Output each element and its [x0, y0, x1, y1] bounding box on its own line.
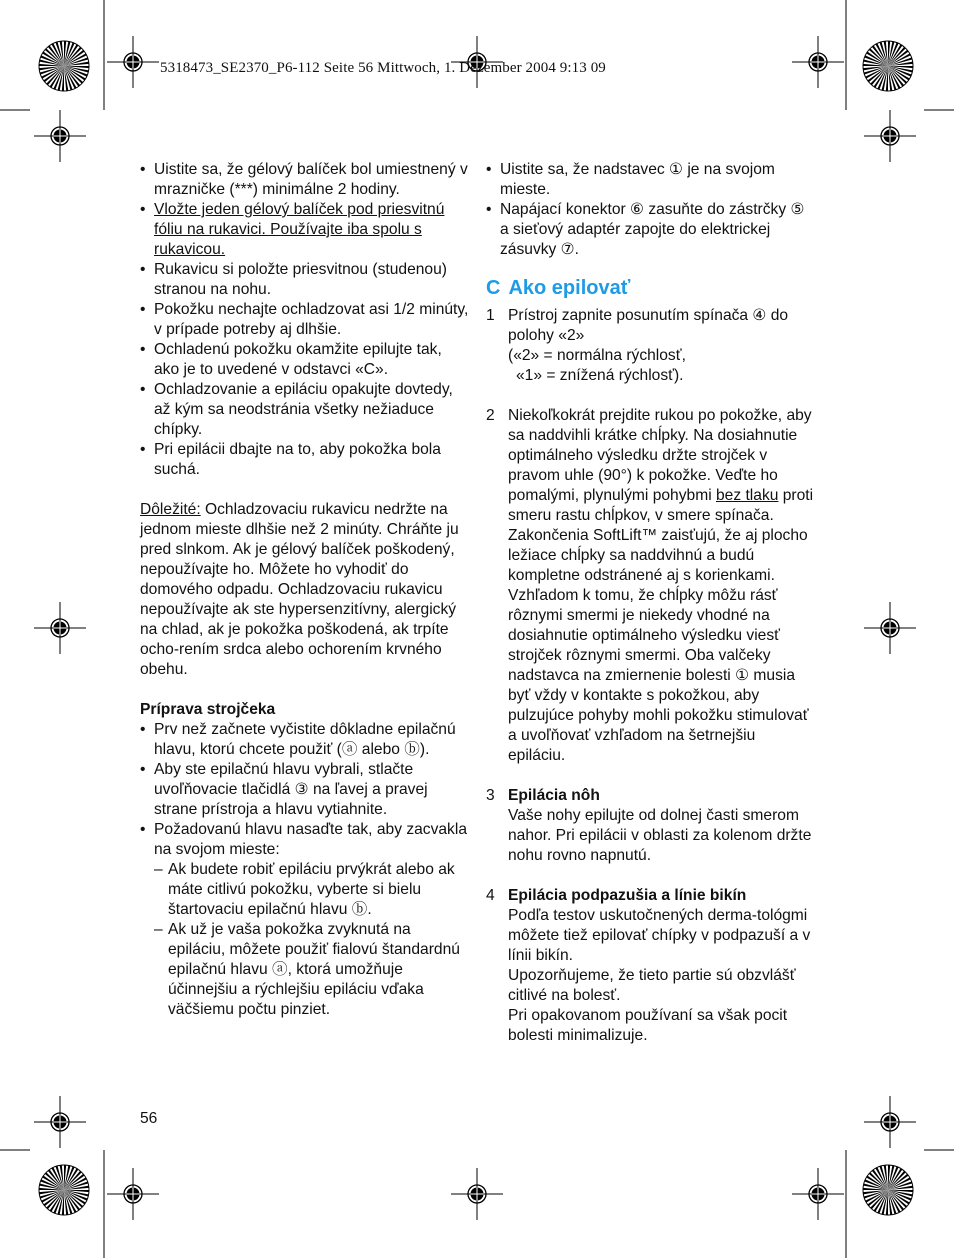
spacer	[486, 866, 816, 886]
step-text: «1» = znížená rýchlosť).	[516, 367, 684, 384]
step-text: Podľa testov uskutočnených derma-tológmi môžete tiež epilovať chípky v podpazuší a v línii bikín.	[508, 907, 811, 964]
starburst-mark	[39, 41, 89, 91]
step-3	[486, 786, 816, 866]
starburst-mark	[863, 1165, 913, 1215]
list-item: • Uistite sa, že gélový balíček bol umiestnený v mrazničke (***) minimálne 2 hodiny.	[140, 160, 470, 200]
head-choice-list	[154, 860, 470, 1020]
step-text-part: proti smeru rastu chĺpkov, v smere spínača. Zakončenia SoftLift™ zaisťujú, že aj plocho ležiace chĺpky sa naddvihnú a budú kompletne odstránené aj s korienkami.	[508, 487, 814, 584]
step-text	[508, 406, 816, 586]
important-note	[140, 500, 470, 680]
step-text: Vaše nohy epilujte od dolnej časti smerom nahor. Pri epilácii v oblasti za kolenom držte nohu rovno napnutú.	[508, 807, 812, 864]
spacer	[140, 680, 470, 700]
spacer	[140, 480, 470, 500]
list-item: • Rukavicu si položte priesvitnou (studenou) stranou na nohu.	[140, 260, 470, 300]
step-text: Prístroj zapnite posunutím spínača ④ do polohy «2»	[508, 307, 789, 344]
page-number: 56	[140, 1110, 158, 1127]
list-item: – Ak budete robiť epiláciu prvýkrát alebo ak máte citlivú pokožku, vyberte si bielu štartovaciu epilačnú hlavu ⓑ.	[154, 860, 470, 920]
step-1	[486, 306, 816, 386]
starburst-mark	[39, 1165, 89, 1215]
list-item: • Prv než začnete vyčistite dôkladne epilačnú hlavu, ktorú chcete použiť (ⓐ alebo ⓑ).	[140, 720, 470, 760]
step-2	[486, 406, 816, 766]
section-letter: C	[486, 277, 501, 299]
list-item	[140, 200, 470, 260]
step-number: 1	[486, 307, 495, 324]
step-4	[486, 886, 816, 1046]
step-text: Pri opakovanom používaní sa však pocit bolesti minimalizuje.	[508, 1007, 788, 1044]
important-text: Ochladzovaciu rukavicu nedržte na jednom mieste dlhšie než 2 minúty. Chráňte ju pred slnkom. Ak je gélový balíček poškodený, nepoužívajte ho. Môžete ho vyhodiť do domového odpadu. Ochladzovaciu rukavicu nepoužívajte ak ste hypersenzitívny, alergický na chlad, ak je pokožka poškodená, ak trpíte ocho-rením srdca alebo ochorením krvného obehu.	[140, 501, 459, 678]
step-number: 2	[486, 407, 495, 424]
prep-title: Príprava strojčeka	[140, 701, 276, 718]
step-text: Upozorňujeme, že tieto partie sú obzvlášť citlivé na bolesť.	[508, 967, 796, 1004]
steps-list	[486, 306, 816, 1046]
list-item: • Napájací konektor ⑥ zasuňte do zástrčky ⑤ a sieťový adaptér zapojte do elektrickej zásuvky ⑦.	[486, 200, 816, 260]
spacer	[486, 386, 816, 406]
important-label: Dôležité:	[140, 501, 201, 518]
list-item-text: Požadovanú hlavu nasaďte tak, aby zacvakla na svojom mieste:	[154, 821, 467, 858]
list-item	[140, 820, 470, 860]
section-heading	[486, 276, 816, 300]
step-text: Vzhľadom k tomu, že chĺpky môžu rásť rôznymi smermi je niekedy vhodné na dosiahnutie optimálneho výsledku viesť strojček rôznymi smermi. Oba valčeky nadstavca na zmiernenie bolesti ① musia byť vždy v kontakte s pokožkou, aby pulzujúce pohyby mohli pokožku stimulovať a uvoľňovať vzhľadom na šetrnejšiu epiláciu.	[508, 587, 809, 764]
underlined-text: bez tlaku	[716, 487, 779, 504]
step-title: Epilácia podpazušia a línie bikín	[508, 887, 747, 904]
list-item: • Uistite sa, že nadstavec ① je na svojom mieste.	[486, 160, 816, 200]
section-title: Ako epilovať	[508, 277, 631, 299]
print-slug: 5318473_SE2370_P6-112 Seite 56 Mittwoch, 1. Dezember 2004 9:13 09	[160, 60, 606, 76]
list-item: • Ochladzovanie a epiláciu opakujte dovtedy, až kým sa neodstránia všetky nežiaduce chípky.	[140, 380, 470, 440]
step-title: Epilácia nôh	[508, 787, 600, 804]
step-text: («2» = normálna rýchlosť,	[508, 347, 686, 364]
setup-list	[486, 160, 816, 260]
prep-list	[140, 720, 470, 860]
list-item: • Pokožku nechajte ochladzovat asi 1/2 minúty, v prípade potreby aj dlhšie.	[140, 300, 470, 340]
underlined-text: Vložte jeden gélový balíček pod priesvitnú fóliu na rukavici. Používajte iba spolu s rukavicou.	[154, 201, 445, 258]
step-number: 3	[486, 787, 495, 804]
cooling-steps-list	[140, 160, 470, 480]
list-item: • Pri epilácii dbajte na to, aby pokožka bola suchá.	[140, 440, 470, 480]
list-item: • Ochladenú pokožku okamžite epilujte tak, ako je to uvedené v odstavci «C».	[140, 340, 470, 380]
left-column	[140, 160, 470, 1020]
list-item: – Ak už je vaša pokožka zvyknutá na epiláciu, môžete použiť fialovú štandardnú epilačnú hlavu ⓐ, ktorá umožňuje účinnejšiu a rýchlejšiu epiláciu vďaka väčšiemu počtu pinziet.	[154, 920, 470, 1020]
list-item: • Aby ste epilačnú hlavu vybrali, stlačte uvoľňovacie tlačidlá ③ na ľavej a pravej strane prístroja a hlavu vytiahnite.	[140, 760, 470, 820]
step-number: 4	[486, 887, 495, 904]
right-column	[486, 160, 816, 1046]
step-text-part: Niekoľkokrát prejdite rukou po pokožke, aby sa naddvihli krátke chĺpky. Na dosiahnutie optimálneho výsledku držte strojček v pravom uhle (90°) k pokožke. Veďte ho pomalými, plynulými pohybmi	[508, 407, 812, 504]
starburst-mark	[863, 41, 913, 91]
spacer	[486, 766, 816, 786]
